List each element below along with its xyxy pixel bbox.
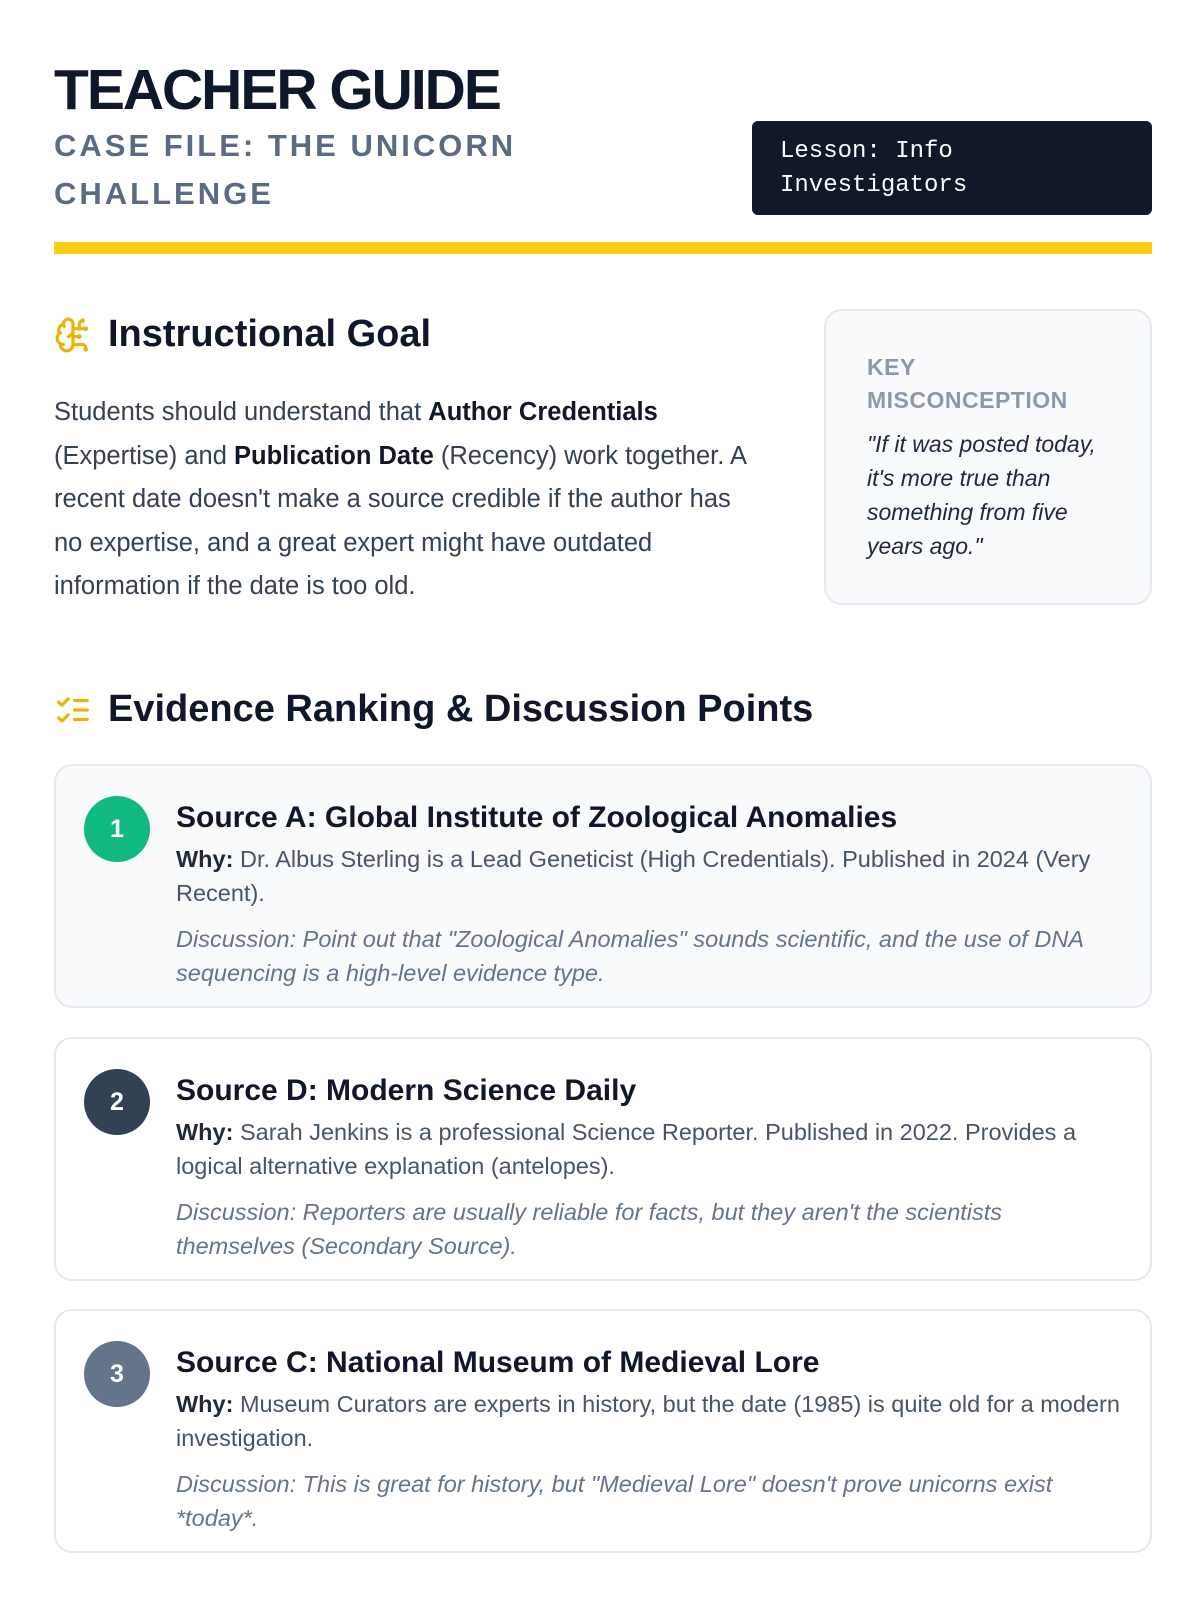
why-text: Museum Curators are experts in history, but the date (1985) is quite old for a modern investigation.: [176, 1391, 1120, 1451]
source-why: [176, 1115, 1124, 1183]
instructional-goal-text: [54, 391, 754, 609]
brain-icon: [54, 316, 92, 354]
source-discussion: Discussion: This is great for history, but "Medieval Lore" doesn't prove unicorns exist *today*.: [176, 1471, 1053, 1531]
why-text: Sarah Jenkins is a professional Science Reporter. Published in 2022. Provides a logical alternative explanation (antelopes).: [176, 1119, 1077, 1179]
header: [54, 0, 1152, 256]
source-card-body: [176, 1343, 1124, 1535]
source-card: [54, 764, 1152, 1008]
evidence-ranking-heading: [54, 688, 813, 731]
goal-text-part: Students should understand that: [54, 398, 429, 426]
why-text: Dr. Albus Sterling is a Lead Geneticist (High Credentials). Published in 2024 (Very Recent).: [176, 846, 1091, 906]
source-discussion: Discussion: Point out that "Zoological Anomalies" sounds scientific, and the use of DNA sequencing is a high-level evidence type.: [176, 926, 1084, 986]
why-label: Why:: [176, 1119, 234, 1145]
rank-badge: 1: [84, 796, 150, 862]
evidence-ranking-title: Evidence Ranking & Discussion Points: [108, 688, 814, 730]
goal-text-part: (Recency) work together. A recent date doesn't make a source credible if the author has no expertise, and a great expert might have outdated information if the date is too old.: [54, 441, 746, 600]
goal-text-emphasis: Publication Date: [234, 441, 434, 470]
key-misconception-label: KEY MISCONCEPTION: [867, 354, 1068, 413]
why-label: Why:: [176, 1391, 234, 1417]
why-label: Why:: [176, 846, 234, 872]
source-card: [54, 1309, 1152, 1553]
source-why: [176, 1387, 1124, 1455]
rank-badge: 2: [84, 1069, 150, 1135]
source-card: [54, 1037, 1152, 1281]
source-discussion: Discussion: Reporters are usually reliable for facts, but they aren't the scientists themselves (Secondary Source).: [176, 1199, 1003, 1259]
source-title: Source D: Modern Science Daily: [176, 1074, 637, 1107]
source-card-body: [176, 1071, 1124, 1263]
instructional-goal-heading: [54, 313, 431, 356]
source-title: Source A: Global Institute of Zoological Anomalies: [176, 801, 898, 834]
instructional-goal-title: Instructional Goal: [108, 313, 432, 355]
checklist-icon: [54, 691, 92, 729]
key-misconception-card: [824, 309, 1152, 605]
source-card-body: [176, 798, 1124, 990]
header-divider: [54, 242, 1152, 254]
teacher-guide-page: [54, 0, 1152, 1531]
key-misconception-quote: "If it was posted today, it's more true than something from five years ago.": [867, 431, 1096, 559]
lesson-badge: Lesson: Info Investigators: [752, 121, 1152, 215]
goal-text-part: (Expertise) and: [54, 441, 234, 470]
page-title: TEACHER GUIDE: [54, 58, 500, 122]
source-why: [176, 842, 1124, 910]
page-subtitle: CASE FILE: THE UNICORN CHALLENGE: [54, 128, 517, 211]
goal-text-emphasis: Author Credentials: [428, 398, 658, 426]
instructional-goal-section: [54, 305, 1152, 605]
rank-badge: 3: [84, 1341, 150, 1407]
source-title: Source C: National Museum of Medieval Lore: [176, 1346, 820, 1379]
